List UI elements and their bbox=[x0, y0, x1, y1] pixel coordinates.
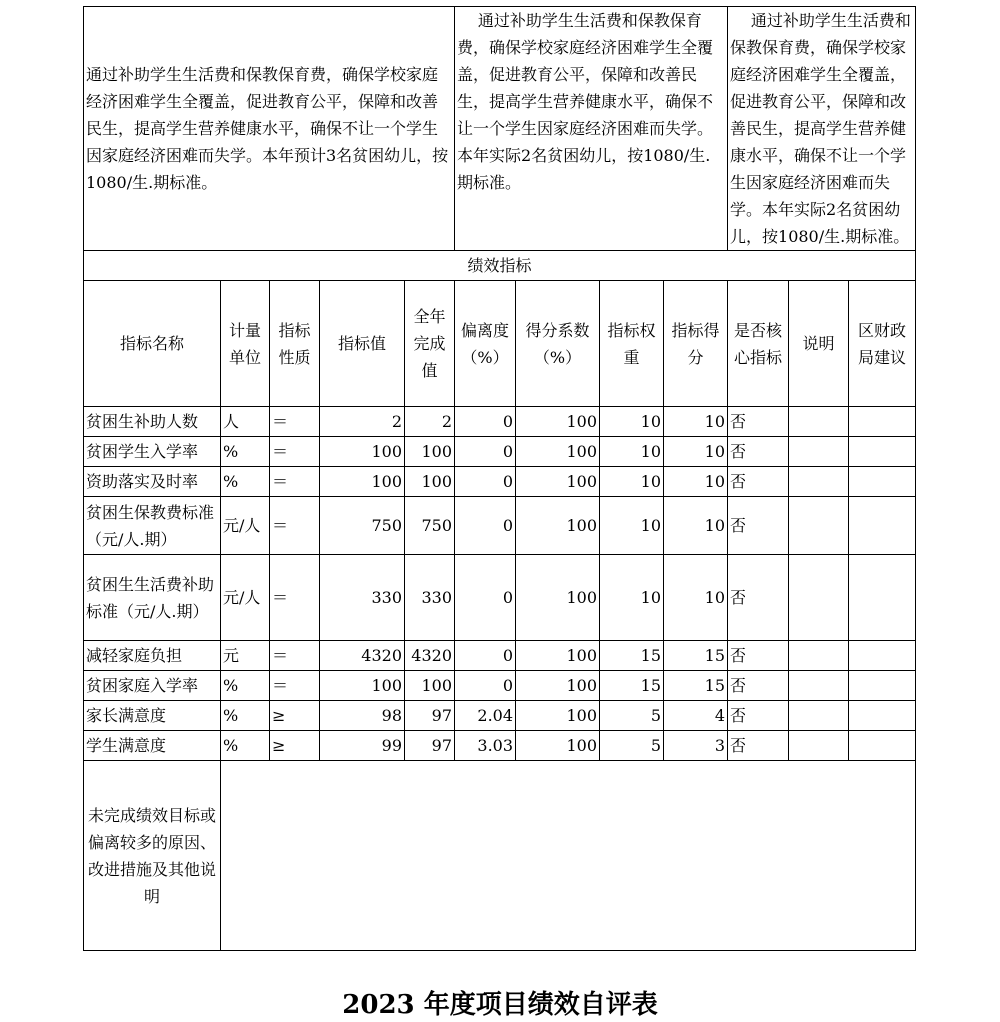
header-name: 指标名称 bbox=[84, 281, 221, 407]
table-row bbox=[84, 497, 916, 555]
table-row bbox=[84, 641, 916, 671]
table-row bbox=[84, 701, 916, 731]
row-advice bbox=[849, 407, 916, 437]
row-core: 否 bbox=[728, 497, 789, 555]
row-note bbox=[789, 701, 849, 731]
row-advice bbox=[849, 671, 916, 701]
goal-text-actual: 通过补助学生生活费和保教保育费，确保学校家庭经济困难学生全覆盖，促进教育公平，保障和改善民生，提高学生营养健康水平，确保不让一个学生因家庭经济困难而失学。本年实际2名贫困幼儿，按1080/生.期标准。 bbox=[455, 7, 728, 251]
row-name: 家长满意度 bbox=[84, 701, 221, 731]
row-nature: ＝ bbox=[270, 407, 320, 437]
row-coef: 100 bbox=[516, 555, 600, 641]
row-target: 98 bbox=[320, 701, 405, 731]
goal-text-actual-2: 通过补助学生生活费和保教保育费，确保学校家庭经济困难学生全覆盖，促进教育公平，保障和改善民生，提高学生营养健康水平，确保不让一个学生因家庭经济困难而失学。本年实际2名贫困幼儿，按1080/生.期标准。 bbox=[728, 7, 916, 251]
row-score: 15 bbox=[664, 671, 728, 701]
row-target: 330 bbox=[320, 555, 405, 641]
table-row bbox=[84, 467, 916, 497]
row-nature: ＝ bbox=[270, 641, 320, 671]
header-score: 指标得分 bbox=[664, 281, 728, 407]
row-advice bbox=[849, 437, 916, 467]
row-nature: ＝ bbox=[270, 497, 320, 555]
row-coef: 100 bbox=[516, 641, 600, 671]
header-target: 指标值 bbox=[320, 281, 405, 407]
row-deviation: 0 bbox=[455, 555, 516, 641]
table-row bbox=[84, 671, 916, 701]
row-weight: 10 bbox=[600, 555, 664, 641]
row-core: 否 bbox=[728, 437, 789, 467]
row-core: 否 bbox=[728, 467, 789, 497]
row-target: 4320 bbox=[320, 641, 405, 671]
row-nature: ≥ bbox=[270, 701, 320, 731]
header-nature: 指标性质 bbox=[270, 281, 320, 407]
row-score: 3 bbox=[664, 731, 728, 761]
goals-row bbox=[84, 7, 916, 251]
row-advice bbox=[849, 641, 916, 671]
row-name: 减轻家庭负担 bbox=[84, 641, 221, 671]
row-unit: 人 bbox=[221, 407, 270, 437]
row-target: 750 bbox=[320, 497, 405, 555]
row-weight: 10 bbox=[600, 437, 664, 467]
row-name: 贫困学生入学率 bbox=[84, 437, 221, 467]
row-name: 贫困生保教费标准（元/人.期） bbox=[84, 497, 221, 555]
row-coef: 100 bbox=[516, 437, 600, 467]
row-coef: 100 bbox=[516, 407, 600, 437]
header-row bbox=[84, 281, 916, 407]
row-actual: 330 bbox=[405, 555, 455, 641]
row-coef: 100 bbox=[516, 701, 600, 731]
row-coef: 100 bbox=[516, 467, 600, 497]
row-target: 2 bbox=[320, 407, 405, 437]
row-weight: 5 bbox=[600, 731, 664, 761]
row-unit: % bbox=[221, 671, 270, 701]
explanation-label: 未完成绩效目标或偏离较多的原因、改进措施及其他说明 bbox=[84, 761, 221, 951]
row-score: 10 bbox=[664, 555, 728, 641]
row-score: 15 bbox=[664, 641, 728, 671]
table-row bbox=[84, 437, 916, 467]
row-name: 贫困生补助人数 bbox=[84, 407, 221, 437]
row-deviation: 0 bbox=[455, 641, 516, 671]
performance-table bbox=[83, 6, 916, 951]
row-name: 贫困家庭入学率 bbox=[84, 671, 221, 701]
row-advice bbox=[849, 467, 916, 497]
row-unit: % bbox=[221, 467, 270, 497]
row-target: 100 bbox=[320, 671, 405, 701]
row-score: 10 bbox=[664, 467, 728, 497]
row-unit: % bbox=[221, 731, 270, 761]
row-actual: 750 bbox=[405, 497, 455, 555]
row-unit: 元 bbox=[221, 641, 270, 671]
row-target: 100 bbox=[320, 467, 405, 497]
row-deviation: 0 bbox=[455, 467, 516, 497]
row-weight: 15 bbox=[600, 641, 664, 671]
row-deviation: 0 bbox=[455, 437, 516, 467]
row-advice bbox=[849, 701, 916, 731]
row-weight: 10 bbox=[600, 497, 664, 555]
row-coef: 100 bbox=[516, 497, 600, 555]
header-deviation: 偏离度（%） bbox=[455, 281, 516, 407]
row-score: 4 bbox=[664, 701, 728, 731]
row-coef: 100 bbox=[516, 671, 600, 701]
row-weight: 10 bbox=[600, 467, 664, 497]
row-actual: 100 bbox=[405, 671, 455, 701]
row-actual: 97 bbox=[405, 701, 455, 731]
explanation-value bbox=[221, 761, 916, 951]
row-coef: 100 bbox=[516, 731, 600, 761]
header-weight: 指标权重 bbox=[600, 281, 664, 407]
row-core: 否 bbox=[728, 731, 789, 761]
row-nature: ＝ bbox=[270, 437, 320, 467]
row-nature: ＝ bbox=[270, 671, 320, 701]
goal-text-planned: 通过补助学生生活费和保教保育费，确保学校家庭经济困难学生全覆盖，促进教育公平，保障和改善民生，提高学生营养健康水平，确保不让一个学生因家庭经济困难而失学。本年预计3名贫困幼儿，按1080/生.期标准。 bbox=[84, 7, 455, 251]
row-weight: 5 bbox=[600, 701, 664, 731]
row-unit: % bbox=[221, 437, 270, 467]
row-deviation: 3.03 bbox=[455, 731, 516, 761]
header-core: 是否核心指标 bbox=[728, 281, 789, 407]
row-core: 否 bbox=[728, 641, 789, 671]
row-note bbox=[789, 497, 849, 555]
row-note bbox=[789, 641, 849, 671]
row-score: 10 bbox=[664, 407, 728, 437]
row-nature: ＝ bbox=[270, 467, 320, 497]
row-nature: ≥ bbox=[270, 731, 320, 761]
row-note bbox=[789, 467, 849, 497]
row-unit: % bbox=[221, 701, 270, 731]
row-note bbox=[789, 437, 849, 467]
header-unit: 计量单位 bbox=[221, 281, 270, 407]
header-actual: 全年完成值 bbox=[405, 281, 455, 407]
row-note bbox=[789, 731, 849, 761]
explanation-row bbox=[84, 761, 916, 951]
header-advice: 区财政局建议 bbox=[849, 281, 916, 407]
row-advice bbox=[849, 731, 916, 761]
section-title-row bbox=[84, 251, 916, 281]
row-nature: ＝ bbox=[270, 555, 320, 641]
row-actual: 100 bbox=[405, 467, 455, 497]
row-core: 否 bbox=[728, 407, 789, 437]
header-note: 说明 bbox=[789, 281, 849, 407]
row-score: 10 bbox=[664, 437, 728, 467]
table-row bbox=[84, 731, 916, 761]
row-name: 学生满意度 bbox=[84, 731, 221, 761]
row-note bbox=[789, 555, 849, 641]
row-name: 资助落实及时率 bbox=[84, 467, 221, 497]
table-row bbox=[84, 407, 916, 437]
row-name: 贫困生生活费补助标准（元/人.期） bbox=[84, 555, 221, 641]
row-deviation: 0 bbox=[455, 671, 516, 701]
table-row bbox=[84, 555, 916, 641]
header-coef: 得分系数（%） bbox=[516, 281, 600, 407]
row-unit: 元/人 bbox=[221, 555, 270, 641]
row-note bbox=[789, 407, 849, 437]
row-note bbox=[789, 671, 849, 701]
row-core: 否 bbox=[728, 701, 789, 731]
row-actual: 97 bbox=[405, 731, 455, 761]
row-deviation: 0 bbox=[455, 407, 516, 437]
row-actual: 2 bbox=[405, 407, 455, 437]
row-actual: 100 bbox=[405, 437, 455, 467]
row-score: 10 bbox=[664, 497, 728, 555]
row-actual: 4320 bbox=[405, 641, 455, 671]
row-deviation: 0 bbox=[455, 497, 516, 555]
row-advice bbox=[849, 555, 916, 641]
section-title: 绩效指标 bbox=[84, 251, 916, 281]
row-unit: 元/人 bbox=[221, 497, 270, 555]
row-weight: 10 bbox=[600, 407, 664, 437]
row-target: 99 bbox=[320, 731, 405, 761]
row-core: 否 bbox=[728, 671, 789, 701]
row-advice bbox=[849, 497, 916, 555]
row-core: 否 bbox=[728, 555, 789, 641]
page-title: 2023 年度项目绩效自评表 bbox=[342, 990, 658, 1020]
row-weight: 15 bbox=[600, 671, 664, 701]
row-target: 100 bbox=[320, 437, 405, 467]
row-deviation: 2.04 bbox=[455, 701, 516, 731]
